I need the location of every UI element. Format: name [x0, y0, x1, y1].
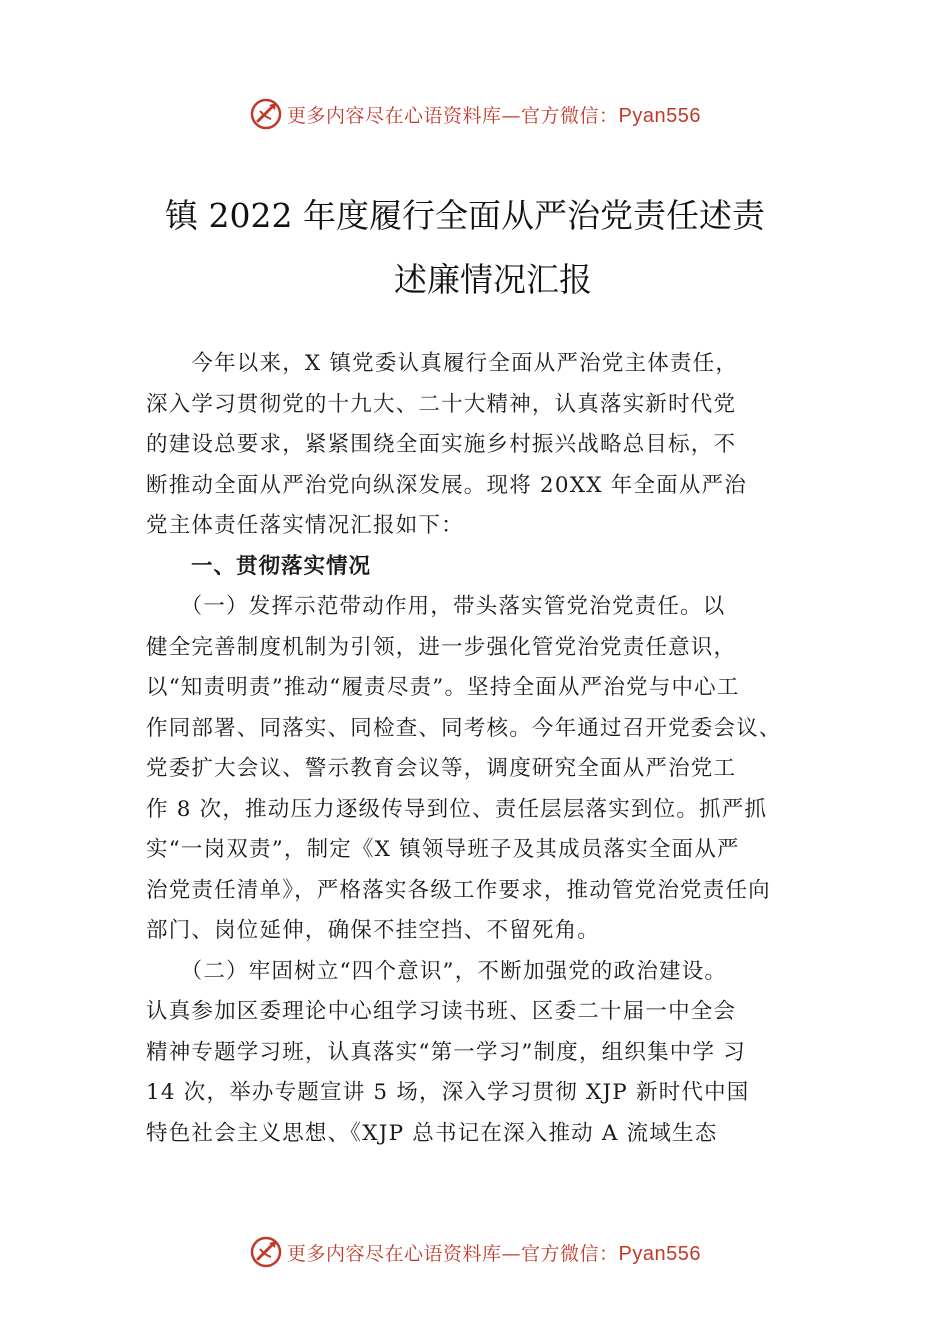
body-line: 以“知责明责”推动“履责尽责”。坚持全面从严治党与中心工	[146, 675, 740, 700]
body-line: 认真参加区委理论中心组学习读书班、区委二十届一中全会	[146, 999, 737, 1024]
body-line: 作 8 次，推动压力逐级传导到位、责任层层落实到位。抓严抓	[146, 796, 768, 822]
document-body	[146, 344, 826, 1154]
section-heading: 一、贯彻落实情况	[146, 553, 372, 579]
body-line: （二）牢固树立“四个意识”，不断加强党的政治建设。	[146, 958, 728, 984]
body-line: 治党责任清单》，严格落实各级工作要求，推动管党治党责任向	[146, 877, 771, 903]
body-line: 深入学习贯彻党的十九大、二十大精神，认真落实新时代党	[146, 391, 737, 417]
watermark-text: 更多内容尽在心语资料库—官方微信：Pyan556	[287, 1242, 701, 1265]
body-line: 特色社会主义思想、《XJP 总书记在深入推动 A 流域生态	[146, 1120, 718, 1146]
body-line: 党主体责任落实情况汇报如下：	[146, 513, 464, 538]
body-line: 精神专题学习班，认真落实“第一学习”制度，组织集中学 习	[146, 1039, 746, 1065]
watermark-text: 更多内容尽在心语资料库—官方微信：Pyan556	[287, 104, 701, 127]
body-line: 作同部署、同落实、同检查、同考核。今年通过召开党委会议、	[146, 715, 782, 741]
document-title-line-1: 镇 2022 年度履行全面从严治党责任述责	[165, 196, 765, 235]
body-line: 党委扩大会议、警示教育会议等，调度研究全面从严治党工	[146, 756, 737, 781]
body-line: 断推动全面从严治党向纵深发展。现将 20XX 年全面从严治	[146, 472, 747, 498]
document-title-line-2: 述廉情况汇报	[394, 260, 592, 299]
body-line: 今年以来，X 镇党委认真履行全面从严治党主体责任，	[146, 351, 739, 376]
body-line: 14 次，举办专题宣讲 5 场，深入学习贯彻 XJP 新时代中国	[146, 1080, 750, 1105]
body-line: 实“一岗双责”，制定《X 镇领导班子及其成员落实全面从严	[146, 837, 740, 862]
watermark-banner-top	[0, 94, 950, 134]
body-line: 部门、岗位延伸，确保不挂空挡、不留死角。	[146, 918, 601, 943]
watermark-banner-bottom	[0, 1232, 950, 1272]
seal-logo-icon	[249, 97, 283, 131]
body-line: （一）发挥示范带动作用，带头落实管党治党责任。以	[146, 594, 726, 619]
seal-logo-icon	[249, 1235, 283, 1269]
body-line: 健全完善制度机制为引领，进一步强化管党治党责任意识，	[146, 634, 737, 660]
body-line: 的建设总要求，紧紧围绕全面实施乡村振兴战略总目标，不	[146, 432, 737, 457]
